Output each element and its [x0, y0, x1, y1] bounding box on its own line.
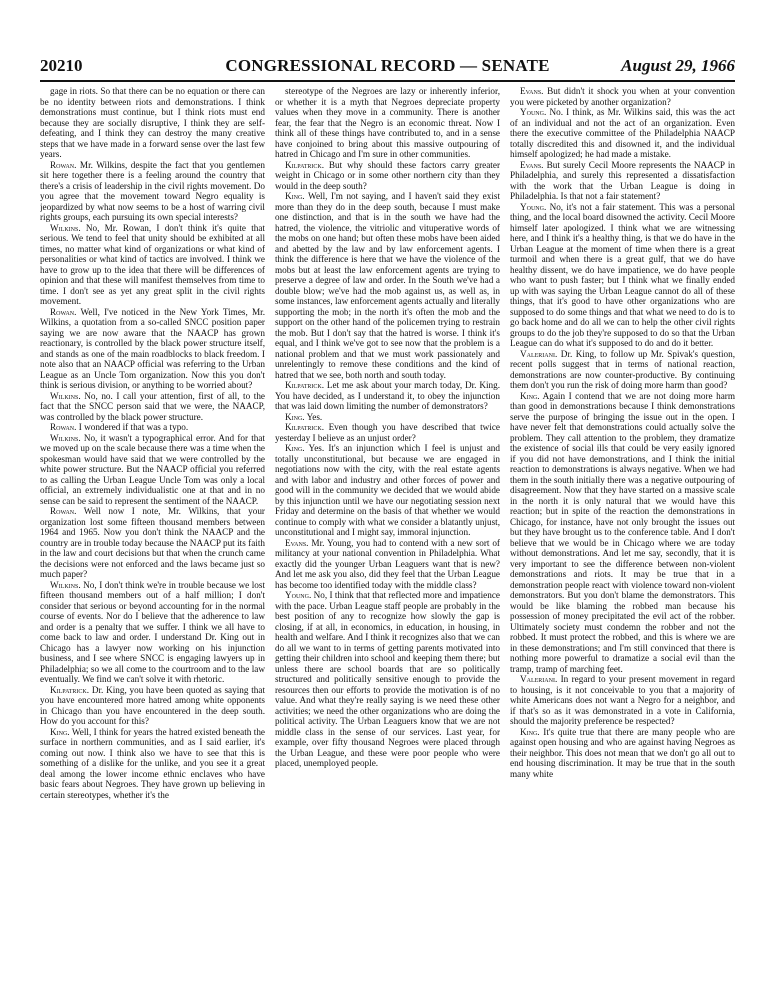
paragraph-text: But surely Cecil Moore represents the NAACP in Philadelphia, and surely this represented a dissatisfaction with the work that the Urban League is doing in Philadelphia. Is that not a fair statement?: [510, 159, 735, 201]
paragraph-text: But didn't it shock you when at your convention you were picketed by another organization?: [510, 86, 735, 107]
paragraph: [40, 307, 265, 391]
column-2: [275, 86, 500, 966]
speaker-name: Young.: [520, 107, 547, 117]
paragraph-text: No, it wasn't a typographical error. And for that we moved up on the scale because there was a time when the spokesman would have said that we were controlled by the white power structure. But the NAACP official you referred to as calling the Urban League Uncle Tom was only a local official, an extremely individualistic one at that and in no sense can be said to represent the sentiment of the NAACP.: [40, 432, 265, 506]
paragraph-text: Well, I'm not saying, and I haven't said they exist more than they do in the deep south, because I must make one distinction, and that is in the south we have had the hatred, the violence, the vitriolic and vituperative words of the mobs on one hand; but often these mobs have been aided and abetted by the law and by law enforcement agents. I think the difference is here that we have the violence of the mobs but at least the law enforcement agents are trying to preserve a degree of law and order. In the South we've had a double blow; we've had the mob against us, as well as, in some instances, law enforcement agents actually and literally supporting the mob; in the north it's often the mob and the support on the other hand of the policemen trying to restrain the mob. But I don't say that the hatred is worse. I think it's equal, and I think we've got to see now that the problem is a national problem and that we must work passionately and unrelentingly to remove these conditions and the kind of hatred that we see, both north and south today.: [275, 191, 500, 380]
speaker-name: Rowan.: [50, 506, 77, 516]
paragraph-text: Dr. King, you have been quoted as saying that you have encountered more hatred among white opponents in Chicago than you have encountered in the deep south. How do you account for this?: [40, 684, 265, 726]
paragraph: [40, 506, 265, 580]
paragraph: [275, 422, 500, 443]
speaker-name: Wilkins.: [50, 222, 81, 233]
paragraph-text: No, I think that that reflected more and impatience with the pace. Urban League staff people are probably in the best position of any to recognize how slowly the gap is closing, if at all, in economics, in education, in housing, in health and welfare. And I think it recognizes also that we can do all we want to in terms of getting parents motivated into getting their children into school and keeping them there; but unless there are school boards that are so politically structured and politically sensitive enough to provide the resources then our efforts to provide the motivation is of no value. And what they're really saying is we need these other activities; we need the other organizations who are doing the political activity. The Urban Leaguers know that we are not middle class in the sense of our services. Last year, for example, over fifty thousand Negroes were placed through the Urban League, and these were poor people who were placed, unemployed people.: [275, 590, 500, 768]
page-header: [40, 56, 735, 78]
speaker-name: Rowan.: [50, 422, 77, 432]
speaker-name: Evans.: [520, 86, 544, 96]
paragraph: [510, 202, 735, 349]
speaker-name: Valeriani.: [520, 674, 558, 684]
paragraph: [275, 590, 500, 769]
paragraph: [510, 727, 735, 780]
paragraph: [275, 412, 500, 423]
paragraph-text: Mr. Young, you had to contend with a new sort of militancy at your national convention in Philadelphia. What exactly did the younger Urban Leaguers want that is new? And let me ask you also, did they feel that the Urban League has become too identified today with the middle class?: [275, 537, 500, 590]
speaker-name: Evans.: [285, 537, 309, 548]
speaker-name: Kilpatrick.: [285, 380, 325, 390]
paragraph: [40, 160, 265, 223]
paragraph-text: No. I think, as Mr. Wilkins said, this was the act of an individual and not the act of an organization. Even there the executive committee of the Philadelphia NAACP totally discredited this and disowned it, and the individual himself apologized; he had made a mistake.: [510, 107, 735, 159]
paragraph-text: Well, I think for years the hatred existed beneath the surface in northern communities, and as I said earlier, it's coming out now. I think also we have to see that this is something of a dislike for the unlike, and you see it a great deal among the lower income ethnic enclaves who have basic fears about Negroes. They have grown up believing in certain stereotypes, whether it's the: [40, 726, 265, 800]
paragraph-text: gage in riots. So that there can be no equation or there can be no identity between riots and demonstrations. I think demonstrations must continue, but I think riots must end because they are socially disruptive, I think they are self-defeating, and I think they can destroy the many creative steps that we have made in a forward sense over the last few years.: [40, 86, 265, 159]
speaker-name: Wilkins.: [50, 432, 81, 443]
text-columns: [40, 86, 735, 966]
column-3: [510, 86, 735, 966]
paragraph: [510, 107, 735, 160]
paragraph-text: Yes.: [304, 411, 323, 422]
paragraph-text: No, it's not a fair statement. This was a personal thing, and the local board disowned the activity. Cecil Moore himself later apologized. I think what we are witnessing here, and I think it's a healthy thing, is that we do have in the Urban League at the moment of time when there is a great turmoil and when there is a great gulf, that we do have healthy dissent, we do have impatience, we do have people who want to push faster; but I think what we finally ended up with was saying the Urban League cannot do all of these things, that it's good to have other organizations who are supposed to do some things and that what we need to do is to go back home and do all we can to help the other civil rights groups to do the job they're supposed to do so that the Urban League can do what it's supposed to do and do it better.: [510, 201, 735, 348]
paragraph-text: Again I contend that we are not doing more harm than good in demonstrations because I think demonstrations serve the purpose of bringing the issue out in the open. I have never felt that demonstrations could actually solve the problem. They call attention to the problem, they dramatize the existence of social ills that could be very easily ignored if you did not have demonstrations, and I think the initial reaction to demonstrations is always negative. When we had them in the south initially there was a negative outpouring of disagreement. Now that they have started on a massive scale in the north it is only natural that we would have this reaction; but in spite of the reaction the demonstrations in Chicago, for instance, have not only brought the issues out but they have brought us to the conference table. And I don't believe that we would be in Chicago where we are today without demonstrations. And let me say, secondly, that it is very important to see the difference between non-violent demonstrations and riots. It may be true that in a demonstration people react with violence toward non-violent demonstrators. But you don't blame the demonstrators. This would be like blaming the robbed man because his possession of money precipitated the evil act of the robber. Ultimately society must condemn the robber and not the robbed. It must protect the robbed, and this is where we are in these demonstrations; and I'm still convinced that there is nothing more powerful to dramatize a social evil than the tramp, tramp of marching feet.: [510, 390, 735, 674]
speaker-name: Young.: [520, 201, 547, 212]
paragraph: [40, 685, 265, 727]
paragraph-text: No, no. I call your attention, first of all, to the fact that the SNCC person said that we were, the NAACP, was controlled by the black power structure.: [40, 390, 265, 422]
paragraph: [40, 223, 265, 307]
speaker-name: Wilkins.: [50, 390, 81, 401]
paragraph-text: I wondered if that was a typo.: [76, 422, 189, 432]
paragraph: [510, 86, 735, 107]
paragraph-text: Well, I've noticed in the New York Times, Mr. Wilkins, a quotation from a so-called SNCC position paper saying we are now aware that the NAACP has grown reactionary, is controlled by the black power structure itself, and stands as one of the main roadblocks to black freedom. I note also that an NAACP official was referring to the Urban League as an Uncle Tom organization. Now this you don't think is serious division, or anything to be worried about?: [40, 306, 265, 390]
paragraph-text: Let me ask about your march today, Dr. King. You have decided, as I understand it, to obey the injunction that was laid down limiting the number of demonstrators?: [275, 380, 500, 411]
paragraph-text: It's quite true that there are many people who are against open housing and who are against having Negroes as their neighbor. This does not mean that we don't go all out to end housing discrimination. It may be true that in the south many white: [510, 726, 735, 779]
paragraph: [510, 349, 735, 391]
speaker-name: Wilkins.: [50, 579, 81, 590]
speaker-name: King.: [50, 726, 70, 737]
speaker-name: King.: [285, 443, 305, 453]
paragraph: [40, 433, 265, 507]
page-number: 20210: [40, 56, 83, 75]
publication-title: CONGRESSIONAL RECORD — SENATE: [225, 56, 550, 75]
paragraph: [510, 391, 735, 675]
paragraph: [510, 674, 735, 727]
header-rule: [40, 80, 735, 82]
paragraph: [40, 422, 265, 433]
speaker-name: King.: [520, 390, 540, 401]
speaker-name: Kilpatrick.: [50, 684, 90, 695]
paragraph-text: In regard to your present movement in regard to housing, is it not conceivable to you that a majority of white Americans does not want a Negro for a neighbor, and if that's so as it was demonstrated in a vote in California, should the majority preference be respected?: [510, 674, 735, 726]
paragraph: [40, 580, 265, 685]
speaker-name: Valeriani.: [520, 348, 558, 359]
paragraph-text: Yes. It's an injunction which I feel is unjust and totally unconstitutional, but because we are engaged in negotiations now with the city, with the real estate agents and with labor and industry and other forces of power and good will in the community we decided that we would abide by this injunction until we have our negotiating session next Friday and determine on the basis of that whether we would continue to comply with what we consider a blatantly unjust, unconstitutional and I might say, immoral injunction.: [275, 443, 500, 537]
speaker-name: Kilpatrick.: [285, 422, 325, 432]
paragraph-text: Well now I note, Mr. Wilkins, that your organization lost some fifteen thousand members between 1964 and 1965. Now you don't think the NAACP and the country are in trouble today because the NAACP put its faith in the law and court decisions but that when the crunch came the decisions were not enforced and the laws became just so much paper?: [40, 506, 265, 579]
paragraph: [275, 191, 500, 380]
paragraph-text: Mr. Wilkins, despite the fact that you gentlemen sit here together there is a feeling around the country that there's a crisis of leadership in the civil rights movement. Do you agree that the movement toward Negro equality is jeopardized by what now seems to be a host of warring civil rights groups, each pursuing its own special interests?: [40, 159, 265, 222]
paragraph: [275, 160, 500, 192]
column-1: [40, 86, 265, 966]
paragraph-text: Even though you have described that twice yesterday I believe as an unjust order?: [275, 422, 500, 443]
speaker-name: King.: [520, 726, 540, 737]
speaker-name: Rowan.: [50, 306, 77, 317]
paragraph-text: Dr. King, to follow up Mr. Spivak's question, recent polls suggest that in terms of national reaction, demonstrations are now counter-productive. By continuing them don't you run the risk of doing more harm than good?: [510, 348, 735, 390]
paragraph: [40, 86, 265, 160]
speaker-name: Rowan.: [50, 159, 77, 170]
speaker-name: King.: [285, 411, 305, 422]
paragraph: [510, 160, 735, 202]
speaker-name: Young.: [285, 590, 312, 600]
speaker-name: Evans.: [520, 159, 544, 170]
paragraph-text: stereotype of the Negroes are lazy or inherently inferior, or whether it is a myth that Negroes depreciate property values when they move in a community. There is another fear, the fear that the Negro is an economic threat. Now I think all of these things have contributed to, and in a sense have conjoined to bring about this massive outpouring of hatred in Chicago and I'm sure in other communities.: [275, 86, 500, 159]
issue-date: August 29, 1966: [621, 56, 735, 75]
paragraph: [40, 727, 265, 801]
paragraph: [275, 380, 500, 412]
paragraph-text: No, Mr. Rowan, I don't think it's quite that serious. We tend to feel that unity should be exhibited at all times, no matter what kind of organizations or what kind of personalities or what kind of tactics are involved. I think we have to grow up to the idea that there will be differences of opinion and that these will manifest themselves from time to time. I don't see as yet any great split in the civil rights movement.: [40, 222, 265, 306]
paragraph: [275, 86, 500, 160]
speaker-name: Kilpatrick.: [285, 159, 325, 170]
paragraph-text: No, I don't think we're in trouble because we lost fifteen thousand members out of a half million; I don't consider that serious or beyond accounting for in the normal course of events. Nor do I believe that the adherence to law and order is a penalty that we suffer. I think we all have to come back to law and order. I understand Dr. King out in Chicago has a lawyer now working on his injunction business, and I see where SNCC is engaging lawyers up in Philadelphia; so we all come to the courtroom and to the law eventually. We find we can't solve it with rhetoric.: [40, 579, 265, 684]
paragraph-text: But why should these factors carry greater weight in Chicago or in some other northern city than they would in the deep south?: [275, 159, 500, 191]
paragraph: [275, 538, 500, 591]
paragraph: [275, 443, 500, 538]
speaker-name: King.: [285, 191, 305, 201]
paragraph: [40, 391, 265, 423]
